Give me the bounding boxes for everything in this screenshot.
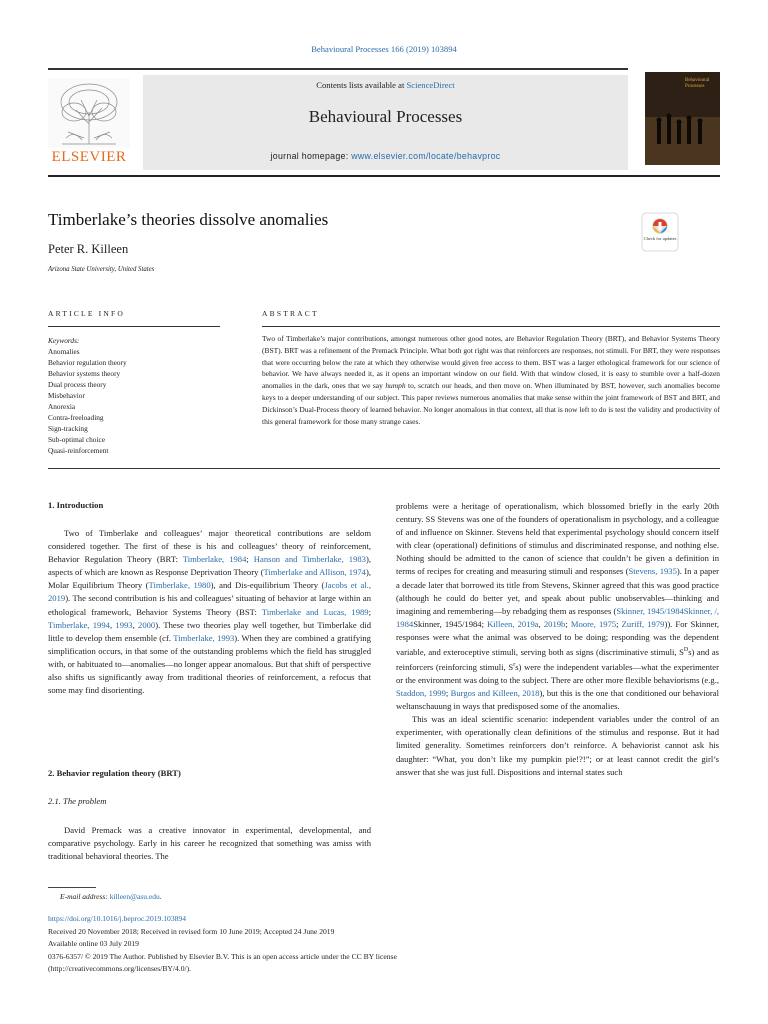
doi-link[interactable]: https://doi.org/10.1016/j.beproc.2019.103894 [48,914,187,923]
abstract-part1: Two of Timberlake’s major contributions, amongst numerous other good notes, are Behavior Regulation Theory (BRT), and Behavior Systems Theory (BST). BRT was a refinement of the Premack Principle. What both got right was that reinforcers are responses, not stimuli. For BRT, they were responses that were occurring below the rate at which they otherwise would given free access to them. BST was a larger ethological framework for our science of behavior. We have always needed it, as it opens an important window on our field. With that window closed, it is easy to stumble over a half-dozen anomalies in the dark, ones that we say [262,334,720,391]
text-run: ; [616,618,622,629]
license-line: (http://creativecommons.org/licenses/BY/4.0/). [48,964,192,973]
citation-link[interactable]: Timberlake, 1993 [173,632,235,643]
citation-link[interactable]: Burgos and Killeen, 2018 [450,688,540,699]
email-label: E-mail address: [60,892,110,901]
keywords-list [48,335,223,456]
keyword-item: Anomalies [48,347,80,356]
header-bottom-rule [48,175,720,177]
keyword-item: Anorexia [48,402,76,411]
author-name[interactable]: Peter R. Killeen [48,242,129,256]
text-run: ; [246,554,254,565]
text-run: Skinner, 1945/1984; [413,618,488,629]
text-run: s) and as reinforcers (reinforcing stimuli, S [396,646,719,672]
citation-link[interactable]: 1993 [115,619,133,630]
check-for-updates-label: Check for updates [643,236,677,241]
section-2-heading: 2. Behavior regulation theory (BRT) [48,768,181,778]
history-dates: Received 20 November 2018; Received in revised form 10 June 2019; Accepted 24 June 2019 [48,926,335,936]
author-email-link[interactable]: killeen@asu.edu [109,892,160,901]
abstract-heading: ABSTRACT [262,309,319,318]
text-run: ). The second contribution is his and colleagues’ situating of behavior at large within an ethological framework, Behavior Systems Theory (BST: [48,593,371,617]
section-1-text [48,527,371,697]
citation-link[interactable]: Hanson and Timberlake, 1983 [253,554,366,565]
article-title: Timberlake’s theories dissolve anomalies [48,210,329,229]
journal-cover-thumbnail[interactable] [645,72,720,165]
keyword-item: Misbehavior [48,391,85,400]
citation-link[interactable]: Timberlake, 1980 [148,580,211,591]
abstract-rule [262,326,720,327]
homepage-link[interactable]: www.elsevier.com/locate/behavproc [351,151,501,161]
text-run: ). When they are combined a gratifying simplification occurs, in that some of the outstanding problems which the field has struggled with, or habituated to—anomalies—no longer appear anomalous. But that shift of perspective also shifts us significantly away from traditional theories of reinforcement, a refocus that some may find disorienting. [48,632,371,696]
keywords-label: Keywords: [48,336,80,345]
keyword-item: Behavior systems theory [48,369,121,378]
section-2-1-paragraph [48,824,371,863]
text-run: ), Molar Equilibrium Theory ( [48,567,371,591]
contents-prefix: Contents lists available at [316,80,407,90]
check-for-updates-icon[interactable] [640,212,680,252]
homepage-prefix: journal homepage: [270,151,352,161]
citation-link[interactable]: Timberlake and Lucas, 1989 [261,606,369,617]
sciencedirect-link[interactable]: ScienceDirect [406,80,455,90]
info-rule [48,326,220,327]
keyword-item: Contra-freeloading [48,413,104,422]
text-run: ). In a paper a decade later that borrowed its title from Stevens, Skinner agreed that this was good practice (although he could do better yet, and speak about public unobservables—thinking and imagining and remembering—by rebadging them as responses ( [396,566,720,616]
abstract-bottom-rule [48,468,720,469]
footnote [60,892,162,901]
citation-link[interactable]: 2019b [543,618,566,629]
text-run: problems were a heritage of operationalism, which blossomed briefly in the early 20th century. SS Stevens was one of the founders of operationalism in psychology, and a colleague of and influence on Skinner. Stevens held that experimental psychology should concern itself with clear (operational) definitions of stimulus and discriminated response, and nothing else. Nothing should be admitted to the canon of science that couldn’t be given a definition in terms of recipes for creating and measuring stimuli and responses ( [396,501,719,577]
citation-link[interactable]: Staddon, 1999 [396,688,446,699]
elsevier-wordmark: ELSEVIER [51,149,127,165]
citation-link[interactable]: Timberlake and Allison, 1974 [263,567,366,578]
citation-link[interactable]: 2000 [138,619,156,630]
superscript: r [513,661,516,668]
copyright-line: 0376-6357/ © 2019 The Author. Published by Elsevier B.V. This is an open access article under the CC BY license [48,951,397,961]
journal-homepage [143,151,628,161]
abstract-part2: to, scratch our heads, and then move on. When illuminated by BST, however, such anomalies become keys to a deeper understanding of our subject. This paper reviews numerous anomalies that make sense within the joint framework of BST and BRT, and Dickinson’s Dual-Process theory of learned behavior. No longer anomalous in that context, all that is now left to do is test the validity and productivity of this general framework for those many strange cases. [262,381,720,426]
article-metadata [48,913,397,976]
author-affiliation: Arizona State University, United States [48,266,155,273]
citation-link[interactable]: Jacobs et al., 2019 [48,580,371,604]
abstract-text [262,333,720,427]
journal-citation[interactable]: Behavioural Processes 166 (2019) 103894 [311,44,457,54]
section-2-1-text: David Premack was a creative innovator in experimental, developmental, and comparative psychology. Early in his career he recognized that something was amiss with traditional behavioral theories. The [48,825,371,862]
text-run: ; [368,606,371,617]
keyword-item: Sign-tracking [48,424,88,433]
right-column [396,500,719,779]
text-run: ). These two theories play well together, but Timberlake did little to develop them ensemble (cf. [48,619,372,643]
right-column-paragraph-2: This was an ideal scientific scenario: independent variables under the control of an experimenter, with operationally clean definitions of the stimulus and response. But it had limited generality. Sometimes reinforcers don’t reinforce. A behaviorist cannot ask his daughter: “What, you don’t like my pumpkin pie!?!”; or at least cannot credit the girl’s answer that she was just full. Dispositions and internal states such [396,714,719,777]
journal-name: Behavioural Processes [308,107,463,126]
text-run: , [132,619,139,630]
text-run: )). For Skinner, responses were what the animal was observed to be doing; responding was the dependent variable, and exteroceptive stimuli, serving both as signs (discriminative stimuli, S [396,618,719,657]
text-run: , [538,618,544,629]
text-run: ; [565,618,571,629]
superscript: D [683,647,689,654]
online-date: Available online 03 July 2019 [48,939,139,948]
citation-link[interactable]: Killeen, 2019a [487,618,539,629]
citation-link[interactable]: Timberlake, 1984 [182,554,247,565]
text-run: Two of Timberlake and colleagues’ major theoretical contributions are seldom considered together. The first of these is his and colleagues’ theory of reinforcement, Behavior Regulation Theory (BRT: [48,528,371,565]
footnote-rule [48,887,96,888]
keyword-item: Sub-optimal choice [48,435,105,444]
citation-link[interactable]: Moore, 1975 [570,618,617,629]
keyword-item: Dual process theory [48,380,107,389]
footnote-end: . [159,892,162,901]
header-top-rule [48,68,628,70]
cover-title: Behavioural Processes [685,78,710,89]
abstract-italic-word: humph [385,381,406,391]
section-1-heading: 1. Introduction [48,500,104,510]
text-run: , [109,619,116,630]
citation-link[interactable]: Stevens, 1935 [628,566,677,577]
contents-line [143,80,628,90]
text-run: ), but this is the one that conditioned our behavioral weltanschauung in ways that predisposed some of the anomalies. [396,688,719,712]
section-2-1-heading: 2.1. The problem [48,796,107,806]
text-run: s) were the independent variables—what the experimenter or the environment was doing to the subject. There are other more flexible behaviorisms (e.g., [396,661,719,685]
text-run: ), aspects of which are known as Response Deprivation Theory ( [48,554,371,578]
article-info-heading: ARTICLE INFO [48,309,125,318]
citation-link[interactable]: Zuriff, 1979 [621,618,665,629]
section-1-paragraph [48,527,371,697]
text-run: ), and Dis-equilibrium Theory ( [210,580,325,591]
citation-link[interactable]: Skinner, 1945/1984Skinner, /, 1984 [396,605,720,629]
keyword-item: Behavior regulation theory [48,358,127,367]
right-column-paragraph-1 [396,500,719,713]
keyword-item: Quasi-reinforcement [48,446,109,455]
text-run: ; [445,688,451,699]
citation-link[interactable]: Timberlake, 1994 [48,619,110,630]
